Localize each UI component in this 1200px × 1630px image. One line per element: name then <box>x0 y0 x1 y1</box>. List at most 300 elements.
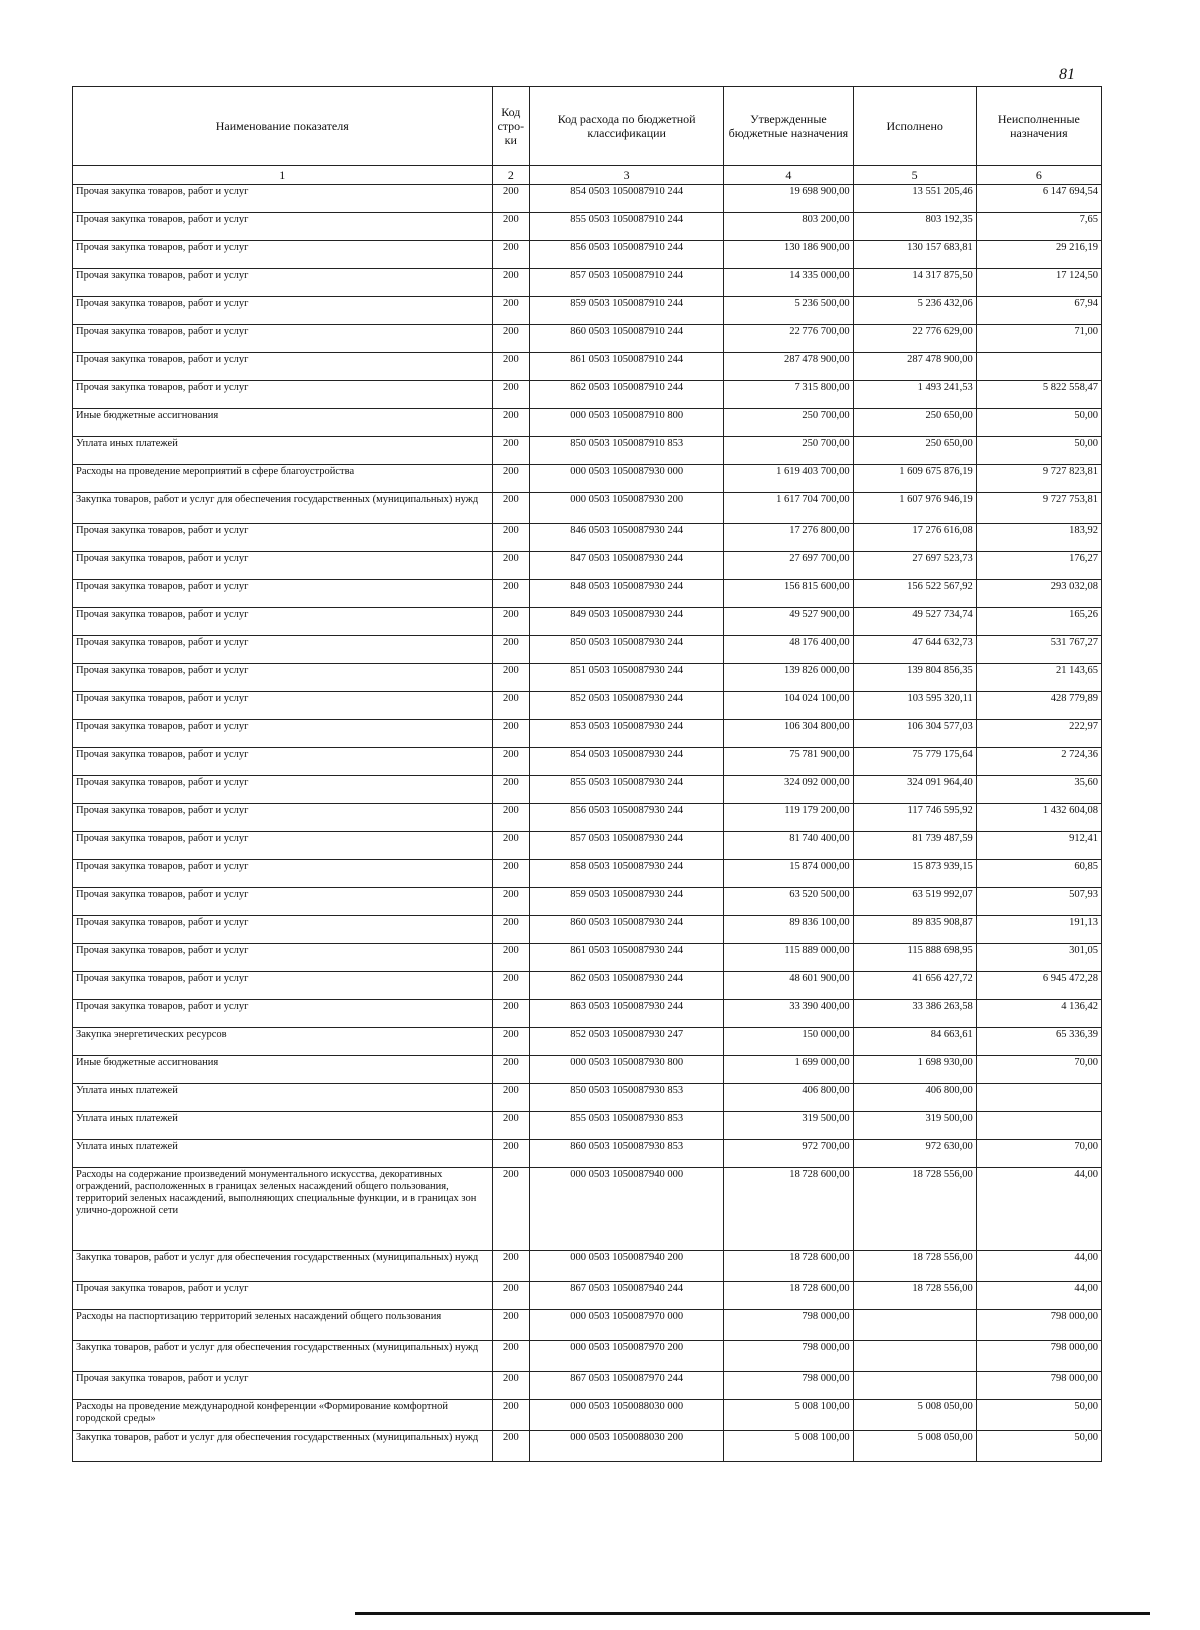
cell-line-code: 200 <box>492 1084 530 1112</box>
cell-approved: 250 700,00 <box>724 409 853 437</box>
cell-approved: 17 276 800,00 <box>724 524 853 552</box>
cell-budget-code: 854 0503 1050087930 244 <box>530 748 724 776</box>
cell-unexecuted: 50,00 <box>976 1400 1101 1431</box>
cell-unexecuted: 29 216,19 <box>976 241 1101 269</box>
cell-executed <box>853 1341 976 1372</box>
cell-line-code: 200 <box>492 1400 530 1431</box>
cell-unexecuted: 21 143,65 <box>976 664 1101 692</box>
cell-indicator-name: Закупка товаров, работ и услуг для обеспечения государственных (муниципальных) нужд <box>73 1431 493 1462</box>
cell-executed: 5 236 432,06 <box>853 297 976 325</box>
cell-budget-code: 000 0503 1050088030 000 <box>530 1400 724 1431</box>
cell-approved: 5 008 100,00 <box>724 1431 853 1462</box>
cell-indicator-name: Прочая закупка товаров, работ и услуг <box>73 269 493 297</box>
cell-budget-code: 848 0503 1050087930 244 <box>530 580 724 608</box>
cell-executed: 319 500,00 <box>853 1112 976 1140</box>
table-row <box>73 552 1102 580</box>
cell-unexecuted: 191,13 <box>976 916 1101 944</box>
cell-executed: 5 008 050,00 <box>853 1400 976 1431</box>
cell-approved: 15 874 000,00 <box>724 860 853 888</box>
cell-approved: 18 728 600,00 <box>724 1168 853 1251</box>
header-row <box>73 87 1102 166</box>
cell-indicator-name: Прочая закупка товаров, работ и услуг <box>73 1282 493 1310</box>
cell-budget-code: 846 0503 1050087930 244 <box>530 524 724 552</box>
cell-unexecuted: 912,41 <box>976 832 1101 860</box>
cell-budget-code: 000 0503 1050087930 800 <box>530 1056 724 1084</box>
cell-line-code: 200 <box>492 1282 530 1310</box>
table-row <box>73 720 1102 748</box>
cell-line-code: 200 <box>492 608 530 636</box>
cell-indicator-name: Уплата иных платежей <box>73 1140 493 1168</box>
cell-line-code: 200 <box>492 1056 530 1084</box>
cell-line-code: 200 <box>492 465 530 493</box>
cell-budget-code: 857 0503 1050087910 244 <box>530 269 724 297</box>
cell-budget-code: 850 0503 1050087910 853 <box>530 437 724 465</box>
cell-line-code: 200 <box>492 916 530 944</box>
cell-budget-code: 854 0503 1050087910 244 <box>530 185 724 213</box>
cell-approved: 130 186 900,00 <box>724 241 853 269</box>
cell-indicator-name: Иные бюджетные ассигнования <box>73 1056 493 1084</box>
cell-executed: 49 527 734,74 <box>853 608 976 636</box>
cell-approved: 14 335 000,00 <box>724 269 853 297</box>
cell-approved: 33 390 400,00 <box>724 1000 853 1028</box>
table-row <box>73 1431 1102 1462</box>
cell-indicator-name: Прочая закупка товаров, работ и услуг <box>73 944 493 972</box>
cell-indicator-name: Расходы на паспортизацию территорий зеленых насаждений общего пользования <box>73 1310 493 1341</box>
cell-approved: 7 315 800,00 <box>724 381 853 409</box>
cell-budget-code: 860 0503 1050087930 853 <box>530 1140 724 1168</box>
column-number: 6 <box>976 166 1101 185</box>
cell-approved: 18 728 600,00 <box>724 1251 853 1282</box>
cell-executed: 117 746 595,92 <box>853 804 976 832</box>
cell-indicator-name: Закупка товаров, работ и услуг для обеспечения государственных (муниципальных) нужд <box>73 1251 493 1282</box>
cell-budget-code: 853 0503 1050087930 244 <box>530 720 724 748</box>
cell-approved: 324 092 000,00 <box>724 776 853 804</box>
cell-indicator-name: Прочая закупка товаров, работ и услуг <box>73 213 493 241</box>
cell-line-code: 200 <box>492 1168 530 1251</box>
column-number: 2 <box>492 166 530 185</box>
cell-unexecuted: 301,05 <box>976 944 1101 972</box>
cell-line-code: 200 <box>492 1140 530 1168</box>
cell-indicator-name: Прочая закупка товаров, работ и услуг <box>73 608 493 636</box>
cell-indicator-name: Прочая закупка товаров, работ и услуг <box>73 636 493 664</box>
cell-budget-code: 000 0503 1050087970 200 <box>530 1341 724 1372</box>
cell-approved: 48 601 900,00 <box>724 972 853 1000</box>
budget-execution-table <box>72 86 1102 1462</box>
cell-executed: 287 478 900,00 <box>853 353 976 381</box>
table-row <box>73 664 1102 692</box>
cell-indicator-name: Прочая закупка товаров, работ и услуг <box>73 524 493 552</box>
cell-indicator-name: Прочая закупка товаров, работ и услуг <box>73 776 493 804</box>
cell-approved: 798 000,00 <box>724 1310 853 1341</box>
cell-budget-code: 852 0503 1050087930 244 <box>530 692 724 720</box>
cell-approved: 119 179 200,00 <box>724 804 853 832</box>
table-row <box>73 241 1102 269</box>
cell-line-code: 200 <box>492 720 530 748</box>
cell-executed: 18 728 556,00 <box>853 1168 976 1251</box>
cell-executed: 89 835 908,87 <box>853 916 976 944</box>
cell-unexecuted: 507,93 <box>976 888 1101 916</box>
cell-unexecuted: 44,00 <box>976 1282 1101 1310</box>
table-row <box>73 776 1102 804</box>
cell-approved: 1 617 704 700,00 <box>724 493 853 524</box>
cell-budget-code: 862 0503 1050087930 244 <box>530 972 724 1000</box>
cell-executed: 63 519 992,07 <box>853 888 976 916</box>
cell-unexecuted: 798 000,00 <box>976 1310 1101 1341</box>
cell-unexecuted: 183,92 <box>976 524 1101 552</box>
cell-line-code: 200 <box>492 1341 530 1372</box>
table-row <box>73 748 1102 776</box>
table-row <box>73 325 1102 353</box>
table-row <box>73 972 1102 1000</box>
cell-unexecuted: 44,00 <box>976 1251 1101 1282</box>
cell-indicator-name: Прочая закупка товаров, работ и услуг <box>73 381 493 409</box>
cell-executed: 47 644 632,73 <box>853 636 976 664</box>
cell-indicator-name: Расходы на содержание произведений монументального искусства, декоративных ограждений, расположенных в границах зеленых насаждений общего пользования, территорий зеленых насаждений, выполняющих специальные функции, и в границах зон улично-дорожной сети <box>73 1168 493 1251</box>
cell-line-code: 200 <box>492 524 530 552</box>
cell-approved: 1 699 000,00 <box>724 1056 853 1084</box>
table-row <box>73 297 1102 325</box>
table-row <box>73 1140 1102 1168</box>
cell-indicator-name: Прочая закупка товаров, работ и услуг <box>73 804 493 832</box>
cell-budget-code: 867 0503 1050087940 244 <box>530 1282 724 1310</box>
cell-budget-code: 855 0503 1050087910 244 <box>530 213 724 241</box>
cell-unexecuted <box>976 1084 1101 1112</box>
cell-budget-code: 863 0503 1050087930 244 <box>530 1000 724 1028</box>
cell-approved: 115 889 000,00 <box>724 944 853 972</box>
cell-unexecuted: 531 767,27 <box>976 636 1101 664</box>
cell-unexecuted: 17 124,50 <box>976 269 1101 297</box>
cell-budget-code: 855 0503 1050087930 244 <box>530 776 724 804</box>
cell-budget-code: 857 0503 1050087930 244 <box>530 832 724 860</box>
table-row <box>73 1282 1102 1310</box>
cell-approved: 1 619 403 700,00 <box>724 465 853 493</box>
table-row <box>73 636 1102 664</box>
cell-line-code: 200 <box>492 1000 530 1028</box>
table-row <box>73 944 1102 972</box>
table-row <box>73 1372 1102 1400</box>
cell-indicator-name: Прочая закупка товаров, работ и услуг <box>73 1372 493 1400</box>
cell-indicator-name: Прочая закупка товаров, работ и услуг <box>73 241 493 269</box>
table-row <box>73 692 1102 720</box>
cell-approved: 19 698 900,00 <box>724 185 853 213</box>
table-row <box>73 860 1102 888</box>
cell-line-code: 200 <box>492 269 530 297</box>
cell-line-code: 200 <box>492 1028 530 1056</box>
cell-line-code: 200 <box>492 776 530 804</box>
cell-indicator-name: Прочая закупка товаров, работ и услуг <box>73 580 493 608</box>
header-indicator-name: Наименование показателя <box>73 87 493 166</box>
cell-executed: 106 304 577,03 <box>853 720 976 748</box>
table-row <box>73 1400 1102 1431</box>
cell-line-code: 200 <box>492 636 530 664</box>
cell-indicator-name: Закупка товаров, работ и услуг для обеспечения государственных (муниципальных) нужд <box>73 493 493 524</box>
header-approved: Утвержденные бюджетные назначения <box>724 87 853 166</box>
cell-indicator-name: Прочая закупка товаров, работ и услуг <box>73 325 493 353</box>
cell-unexecuted: 798 000,00 <box>976 1341 1101 1372</box>
cell-executed: 1 698 930,00 <box>853 1056 976 1084</box>
cell-budget-code: 859 0503 1050087930 244 <box>530 888 724 916</box>
cell-line-code: 200 <box>492 185 530 213</box>
cell-approved: 5 008 100,00 <box>724 1400 853 1431</box>
cell-unexecuted: 50,00 <box>976 437 1101 465</box>
table-row <box>73 269 1102 297</box>
cell-executed <box>853 1310 976 1341</box>
column-number: 1 <box>73 166 493 185</box>
column-number: 4 <box>724 166 853 185</box>
cell-executed: 22 776 629,00 <box>853 325 976 353</box>
cell-indicator-name: Уплата иных платежей <box>73 437 493 465</box>
cell-line-code: 200 <box>492 1372 530 1400</box>
cell-unexecuted: 7,65 <box>976 213 1101 241</box>
column-number-row <box>73 166 1102 185</box>
cell-executed: 139 804 856,35 <box>853 664 976 692</box>
cell-executed <box>853 1372 976 1400</box>
cell-unexecuted: 50,00 <box>976 409 1101 437</box>
cell-line-code: 200 <box>492 437 530 465</box>
cell-unexecuted: 60,85 <box>976 860 1101 888</box>
cell-line-code: 200 <box>492 804 530 832</box>
cell-line-code: 200 <box>492 692 530 720</box>
table-row <box>73 1251 1102 1282</box>
cell-approved: 49 527 900,00 <box>724 608 853 636</box>
cell-approved: 27 697 700,00 <box>724 552 853 580</box>
cell-executed: 15 873 939,15 <box>853 860 976 888</box>
column-number: 5 <box>853 166 976 185</box>
cell-approved: 89 836 100,00 <box>724 916 853 944</box>
cell-unexecuted: 4 136,42 <box>976 1000 1101 1028</box>
cell-executed: 17 276 616,08 <box>853 524 976 552</box>
table-row <box>73 580 1102 608</box>
cell-line-code: 200 <box>492 241 530 269</box>
column-number: 3 <box>530 166 724 185</box>
table-row <box>73 213 1102 241</box>
cell-executed: 41 656 427,72 <box>853 972 976 1000</box>
cell-budget-code: 000 0503 1050087940 200 <box>530 1251 724 1282</box>
cell-line-code: 200 <box>492 944 530 972</box>
table-row <box>73 916 1102 944</box>
cell-unexecuted: 1 432 604,08 <box>976 804 1101 832</box>
cell-budget-code: 858 0503 1050087930 244 <box>530 860 724 888</box>
cell-unexecuted: 5 822 558,47 <box>976 381 1101 409</box>
cell-approved: 48 176 400,00 <box>724 636 853 664</box>
cell-executed: 14 317 875,50 <box>853 269 976 297</box>
cell-unexecuted: 50,00 <box>976 1431 1101 1462</box>
cell-unexecuted: 70,00 <box>976 1056 1101 1084</box>
cell-approved: 150 000,00 <box>724 1028 853 1056</box>
cell-executed: 115 888 698,95 <box>853 944 976 972</box>
cell-indicator-name: Прочая закупка товаров, работ и услуг <box>73 185 493 213</box>
cell-line-code: 200 <box>492 213 530 241</box>
cell-indicator-name: Прочая закупка товаров, работ и услуг <box>73 692 493 720</box>
table-row <box>73 1056 1102 1084</box>
cell-unexecuted: 6 945 472,28 <box>976 972 1101 1000</box>
cell-budget-code: 849 0503 1050087930 244 <box>530 608 724 636</box>
table-row <box>73 1168 1102 1251</box>
cell-executed: 324 091 964,40 <box>853 776 976 804</box>
cell-budget-code: 861 0503 1050087930 244 <box>530 944 724 972</box>
cell-indicator-name: Прочая закупка товаров, работ и услуг <box>73 1000 493 1028</box>
cell-unexecuted: 176,27 <box>976 552 1101 580</box>
header-executed: Исполнено <box>853 87 976 166</box>
table-row <box>73 1310 1102 1341</box>
cell-approved: 156 815 600,00 <box>724 580 853 608</box>
table-row <box>73 409 1102 437</box>
cell-unexecuted: 9 727 753,81 <box>976 493 1101 524</box>
table-body <box>73 185 1102 1462</box>
cell-line-code: 200 <box>492 748 530 776</box>
table-row <box>73 381 1102 409</box>
cell-executed: 5 008 050,00 <box>853 1431 976 1462</box>
cell-approved: 803 200,00 <box>724 213 853 241</box>
cell-approved: 406 800,00 <box>724 1084 853 1112</box>
cell-budget-code: 851 0503 1050087930 244 <box>530 664 724 692</box>
cell-budget-code: 000 0503 1050087930 200 <box>530 493 724 524</box>
cell-line-code: 200 <box>492 1310 530 1341</box>
cell-budget-code: 856 0503 1050087910 244 <box>530 241 724 269</box>
cell-line-code: 200 <box>492 972 530 1000</box>
cell-unexecuted: 70,00 <box>976 1140 1101 1168</box>
cell-budget-code: 867 0503 1050087970 244 <box>530 1372 724 1400</box>
cell-line-code: 200 <box>492 664 530 692</box>
cell-unexecuted: 798 000,00 <box>976 1372 1101 1400</box>
page-number: 81 <box>1059 66 1075 83</box>
cell-executed: 406 800,00 <box>853 1084 976 1112</box>
cell-executed: 103 595 320,11 <box>853 692 976 720</box>
cell-approved: 287 478 900,00 <box>724 353 853 381</box>
cell-budget-code: 861 0503 1050087910 244 <box>530 353 724 381</box>
cell-indicator-name: Закупка энергетических ресурсов <box>73 1028 493 1056</box>
cell-line-code: 200 <box>492 580 530 608</box>
cell-unexecuted <box>976 1112 1101 1140</box>
table-row <box>73 1084 1102 1112</box>
cell-indicator-name: Закупка товаров, работ и услуг для обеспечения государственных (муниципальных) нужд <box>73 1341 493 1372</box>
header-line-code: Код стро-ки <box>492 87 530 166</box>
cell-indicator-name: Прочая закупка товаров, работ и услуг <box>73 720 493 748</box>
cell-line-code: 200 <box>492 493 530 524</box>
cell-indicator-name: Уплата иных платежей <box>73 1084 493 1112</box>
cell-approved: 250 700,00 <box>724 437 853 465</box>
cell-budget-code: 860 0503 1050087910 244 <box>530 325 724 353</box>
cell-approved: 972 700,00 <box>724 1140 853 1168</box>
cell-budget-code: 000 0503 1050087910 800 <box>530 409 724 437</box>
table-row <box>73 888 1102 916</box>
cell-indicator-name: Уплата иных платежей <box>73 1112 493 1140</box>
cell-budget-code: 852 0503 1050087930 247 <box>530 1028 724 1056</box>
cell-line-code: 200 <box>492 1431 530 1462</box>
cell-executed: 1 493 241,53 <box>853 381 976 409</box>
cell-approved: 75 781 900,00 <box>724 748 853 776</box>
cell-unexecuted: 9 727 823,81 <box>976 465 1101 493</box>
cell-unexecuted: 6 147 694,54 <box>976 185 1101 213</box>
cell-unexecuted: 165,26 <box>976 608 1101 636</box>
cell-budget-code: 000 0503 1050087930 000 <box>530 465 724 493</box>
cell-executed: 1 607 976 946,19 <box>853 493 976 524</box>
cell-executed: 75 779 175,64 <box>853 748 976 776</box>
cell-budget-code: 859 0503 1050087910 244 <box>530 297 724 325</box>
cell-executed: 27 697 523,73 <box>853 552 976 580</box>
cell-line-code: 200 <box>492 832 530 860</box>
cell-line-code: 200 <box>492 381 530 409</box>
cell-indicator-name: Прочая закупка товаров, работ и услуг <box>73 888 493 916</box>
cell-executed: 84 663,61 <box>853 1028 976 1056</box>
cell-unexecuted: 67,94 <box>976 297 1101 325</box>
cell-indicator-name: Расходы на проведение международной конференции «Формирование комфортной городской среды» <box>73 1400 493 1431</box>
table-row <box>73 1112 1102 1140</box>
cell-line-code: 200 <box>492 888 530 916</box>
table-row <box>73 493 1102 524</box>
cell-unexecuted: 222,97 <box>976 720 1101 748</box>
cell-executed: 18 728 556,00 <box>853 1251 976 1282</box>
table-row <box>73 608 1102 636</box>
table-row <box>73 524 1102 552</box>
cell-approved: 106 304 800,00 <box>724 720 853 748</box>
cell-approved: 798 000,00 <box>724 1372 853 1400</box>
table-row <box>73 1000 1102 1028</box>
cell-indicator-name: Иные бюджетные ассигнования <box>73 409 493 437</box>
cell-indicator-name: Прочая закупка товаров, работ и услуг <box>73 552 493 580</box>
table-row <box>73 437 1102 465</box>
cell-unexecuted: 65 336,39 <box>976 1028 1101 1056</box>
cell-executed: 156 522 567,92 <box>853 580 976 608</box>
cell-budget-code: 855 0503 1050087930 853 <box>530 1112 724 1140</box>
cell-line-code: 200 <box>492 552 530 580</box>
cell-budget-code: 000 0503 1050088030 200 <box>530 1431 724 1462</box>
cell-approved: 18 728 600,00 <box>724 1282 853 1310</box>
cell-budget-code: 856 0503 1050087930 244 <box>530 804 724 832</box>
cell-budget-code: 847 0503 1050087930 244 <box>530 552 724 580</box>
table-row <box>73 1341 1102 1372</box>
cell-unexecuted: 71,00 <box>976 325 1101 353</box>
cell-executed: 13 551 205,46 <box>853 185 976 213</box>
cell-executed: 250 650,00 <box>853 409 976 437</box>
cell-approved: 63 520 500,00 <box>724 888 853 916</box>
header-budget-code: Код расхода по бюджетной классификации <box>530 87 724 166</box>
cell-line-code: 200 <box>492 860 530 888</box>
cell-budget-code: 850 0503 1050087930 244 <box>530 636 724 664</box>
cell-budget-code: 000 0503 1050087970 000 <box>530 1310 724 1341</box>
cell-budget-code: 860 0503 1050087930 244 <box>530 916 724 944</box>
cell-executed: 81 739 487,59 <box>853 832 976 860</box>
cell-executed: 803 192,35 <box>853 213 976 241</box>
cell-executed: 1 609 675 876,19 <box>853 465 976 493</box>
cell-indicator-name: Расходы на проведение мероприятий в сфере благоустройства <box>73 465 493 493</box>
table-row <box>73 832 1102 860</box>
scan-edge-line <box>355 1612 1150 1615</box>
cell-indicator-name: Прочая закупка товаров, работ и услуг <box>73 353 493 381</box>
cell-line-code: 200 <box>492 353 530 381</box>
cell-unexecuted: 293 032,08 <box>976 580 1101 608</box>
cell-line-code: 200 <box>492 409 530 437</box>
table-row <box>73 465 1102 493</box>
table-row <box>73 1028 1102 1056</box>
cell-unexecuted: 2 724,36 <box>976 748 1101 776</box>
cell-executed: 250 650,00 <box>853 437 976 465</box>
cell-approved: 319 500,00 <box>724 1112 853 1140</box>
cell-approved: 798 000,00 <box>724 1341 853 1372</box>
cell-executed: 33 386 263,58 <box>853 1000 976 1028</box>
table-row <box>73 185 1102 213</box>
cell-budget-code: 862 0503 1050087910 244 <box>530 381 724 409</box>
cell-approved: 104 024 100,00 <box>724 692 853 720</box>
cell-approved: 5 236 500,00 <box>724 297 853 325</box>
cell-executed: 972 630,00 <box>853 1140 976 1168</box>
cell-indicator-name: Прочая закупка товаров, работ и услуг <box>73 664 493 692</box>
header-unexecuted: Неисполненные назначения <box>976 87 1101 166</box>
cell-line-code: 200 <box>492 1251 530 1282</box>
cell-indicator-name: Прочая закупка товаров, работ и услуг <box>73 972 493 1000</box>
cell-indicator-name: Прочая закупка товаров, работ и услуг <box>73 832 493 860</box>
cell-unexecuted: 44,00 <box>976 1168 1101 1251</box>
